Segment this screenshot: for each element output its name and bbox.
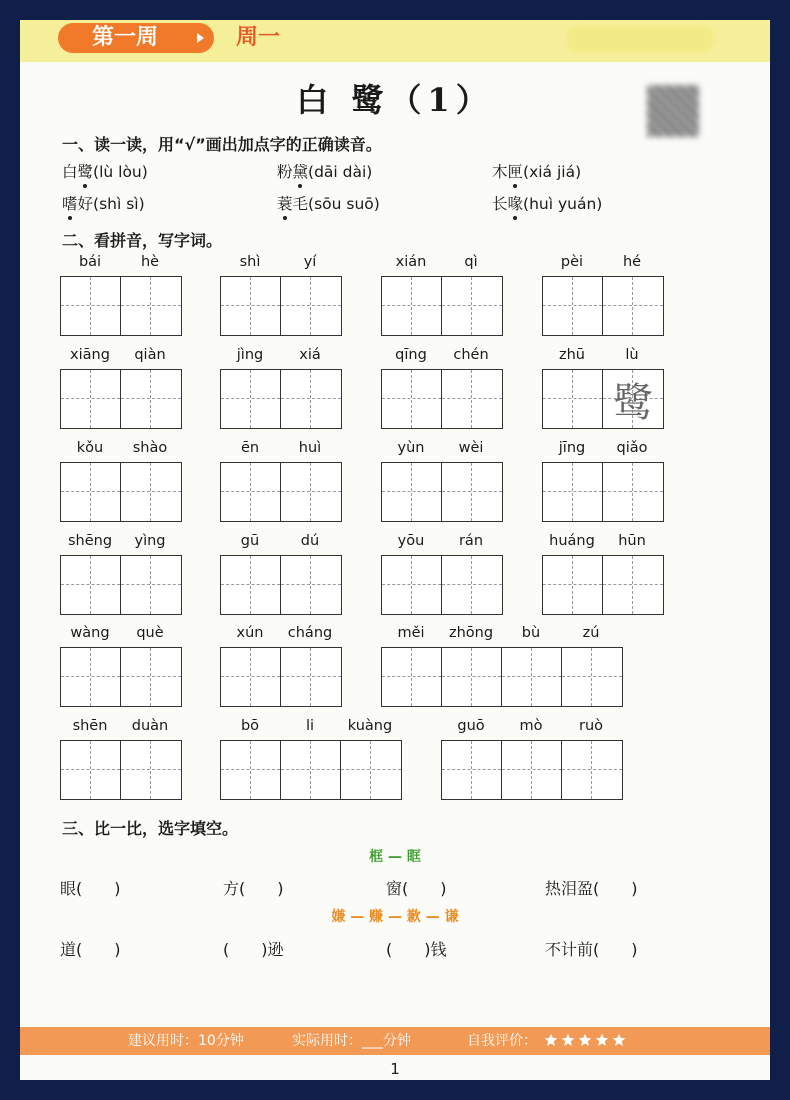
writing-cell[interactable] bbox=[221, 741, 281, 799]
writing-cell[interactable] bbox=[341, 741, 401, 799]
writing-cell[interactable] bbox=[121, 463, 181, 521]
section3-heading: 三、比一比，选字填空。 bbox=[62, 819, 239, 838]
pinyin-label: hè bbox=[140, 254, 160, 270]
reading-pre: 长 bbox=[492, 195, 508, 213]
star-icon[interactable] bbox=[595, 1033, 609, 1047]
pinyin-label: yìng bbox=[134, 533, 166, 549]
writing-grid bbox=[220, 740, 402, 800]
pinyin-label: xiāng bbox=[70, 347, 110, 363]
writing-grid bbox=[60, 462, 182, 522]
writing-cell[interactable] bbox=[281, 741, 341, 799]
pinyin-label: huì bbox=[298, 440, 322, 456]
writing-grid bbox=[542, 462, 664, 522]
writing-cell[interactable] bbox=[382, 648, 442, 706]
reading-options: (xiá jiá) bbox=[523, 163, 582, 181]
dotted-char: 嗜 bbox=[62, 192, 78, 214]
writing-cell[interactable] bbox=[281, 463, 341, 521]
writing-grid bbox=[381, 647, 623, 707]
compare-group1-title: 框 — 眶 bbox=[369, 849, 421, 865]
dotted-char: 黛 bbox=[293, 160, 309, 182]
reading-item[interactable] bbox=[492, 192, 602, 214]
writing-grid bbox=[60, 740, 182, 800]
pinyin-label: qiǎo bbox=[616, 440, 648, 456]
writing-cell[interactable] bbox=[543, 277, 603, 335]
writing-grid bbox=[542, 555, 664, 615]
blurred-tag bbox=[565, 26, 715, 52]
pinyin-label: shēng bbox=[67, 533, 113, 549]
pinyin-label: li bbox=[305, 718, 315, 734]
writing-cell[interactable] bbox=[61, 370, 121, 428]
fill-blank-item[interactable]: 热泪盈( ) bbox=[545, 879, 638, 898]
reading-pre: 木 bbox=[492, 163, 508, 181]
pinyin-label: xún bbox=[236, 625, 264, 641]
writing-grid bbox=[381, 462, 503, 522]
writing-cell[interactable] bbox=[221, 463, 281, 521]
writing-cell[interactable] bbox=[562, 741, 622, 799]
reading-options: (dāi dài) bbox=[308, 163, 373, 181]
pinyin-label: hé bbox=[622, 254, 642, 270]
pinyin-label: duàn bbox=[131, 718, 169, 734]
pinyin-label: měi bbox=[397, 625, 425, 641]
pinyin-label: xiá bbox=[299, 347, 321, 363]
pinyin-label: shào bbox=[132, 440, 168, 456]
writing-cell[interactable] bbox=[543, 463, 603, 521]
writing-cell[interactable] bbox=[603, 556, 663, 614]
pinyin-label: yōu bbox=[397, 533, 425, 549]
writing-cell[interactable] bbox=[281, 556, 341, 614]
section2-heading: 二、看拼音，写字词。 bbox=[62, 231, 223, 250]
writing-grid bbox=[542, 276, 664, 336]
pinyin-label: lù bbox=[625, 347, 639, 363]
fill-blank-item[interactable]: ( )钱 bbox=[386, 940, 447, 959]
writing-cell[interactable] bbox=[562, 648, 622, 706]
writing-cell[interactable] bbox=[61, 648, 121, 706]
reading-options: (lù lòu) bbox=[93, 163, 148, 181]
dotted-char: 蓑 bbox=[277, 192, 293, 214]
writing-grid bbox=[220, 555, 342, 615]
writing-cell[interactable] bbox=[61, 463, 121, 521]
writing-grid bbox=[220, 462, 342, 522]
pinyin-label: bái bbox=[78, 254, 102, 270]
writing-cell[interactable] bbox=[502, 741, 562, 799]
pinyin-label: xián bbox=[395, 254, 427, 270]
writing-cell[interactable] bbox=[61, 741, 121, 799]
header-bar bbox=[20, 20, 770, 62]
writing-cell[interactable] bbox=[221, 277, 281, 335]
suggested-time: 建议用时：10分钟 bbox=[128, 1033, 244, 1049]
pinyin-label: zú bbox=[582, 625, 600, 641]
writing-cell[interactable] bbox=[121, 277, 181, 335]
star-icon[interactable] bbox=[612, 1033, 626, 1047]
writing-grid bbox=[381, 276, 503, 336]
pinyin-label: zhōng bbox=[448, 625, 494, 641]
writing-cell[interactable] bbox=[61, 277, 121, 335]
writing-grid bbox=[60, 369, 182, 429]
pinyin-label: chén bbox=[453, 347, 489, 363]
pinyin-label: dú bbox=[300, 533, 320, 549]
pinyin-label: qīng bbox=[395, 347, 427, 363]
pinyin-label: kuàng bbox=[347, 718, 393, 734]
writing-cell[interactable] bbox=[61, 556, 121, 614]
reading-options: 毛(sōu suō) bbox=[292, 195, 380, 213]
rating-stars bbox=[541, 1033, 626, 1049]
arrow-right-icon bbox=[197, 33, 204, 43]
writing-grid bbox=[60, 647, 182, 707]
dotted-char: 鹭 bbox=[78, 160, 94, 182]
writing-grid bbox=[60, 276, 182, 336]
fill-blank-item[interactable]: 眼( ) bbox=[60, 879, 121, 898]
pinyin-label: wàng bbox=[70, 625, 110, 641]
written-char: 鹭 bbox=[613, 379, 653, 426]
pinyin-label: qì bbox=[464, 254, 478, 270]
page-number: 1 bbox=[390, 1060, 400, 1078]
reading-item[interactable] bbox=[62, 192, 145, 214]
qr-code-icon bbox=[647, 85, 699, 137]
writing-cell[interactable] bbox=[442, 370, 502, 428]
pinyin-label: rán bbox=[458, 533, 484, 549]
writing-cell[interactable] bbox=[121, 556, 181, 614]
reading-pre: 白 bbox=[62, 163, 78, 181]
writing-cell[interactable] bbox=[221, 556, 281, 614]
writing-cell[interactable] bbox=[442, 741, 502, 799]
reading-item[interactable] bbox=[277, 160, 372, 182]
writing-cell[interactable] bbox=[603, 463, 663, 521]
pinyin-label: jìng bbox=[236, 347, 264, 363]
fill-blank-item[interactable]: ( )逊 bbox=[223, 940, 284, 959]
writing-cell[interactable] bbox=[121, 370, 181, 428]
writing-grid bbox=[441, 740, 623, 800]
writing-cell[interactable] bbox=[281, 370, 341, 428]
writing-cell[interactable] bbox=[221, 370, 281, 428]
pinyin-label: ruò bbox=[578, 718, 604, 734]
writing-grid bbox=[220, 647, 342, 707]
writing-cell[interactable] bbox=[442, 277, 502, 335]
pinyin-label: shēn bbox=[72, 718, 108, 734]
week-text: 第一周 bbox=[92, 25, 159, 50]
star-icon[interactable] bbox=[561, 1033, 575, 1047]
reading-item[interactable] bbox=[62, 160, 148, 182]
star-icon[interactable] bbox=[578, 1033, 592, 1047]
writing-cell[interactable] bbox=[281, 648, 341, 706]
writing-grid bbox=[381, 555, 503, 615]
writing-cell[interactable] bbox=[221, 648, 281, 706]
pinyin-label: mò bbox=[519, 718, 543, 734]
pinyin-label: bù bbox=[521, 625, 541, 641]
pinyin-label: yí bbox=[303, 254, 317, 270]
day-label: 周一 bbox=[236, 25, 281, 50]
writing-cell[interactable] bbox=[442, 648, 502, 706]
footer-bar bbox=[20, 1027, 770, 1055]
actual-time: 实际用时：___分钟 bbox=[292, 1033, 411, 1049]
compare-group2-title: 嫌 — 赚 — 歉 — 谦 bbox=[331, 909, 459, 925]
pinyin-label: zhū bbox=[559, 347, 585, 363]
pinyin-label: hūn bbox=[618, 533, 646, 549]
writing-cell[interactable] bbox=[281, 277, 341, 335]
pinyin-label: jīng bbox=[558, 440, 586, 456]
pinyin-label: què bbox=[136, 625, 164, 641]
writing-cell[interactable] bbox=[382, 463, 442, 521]
dotted-char: 喙 bbox=[508, 192, 524, 214]
pinyin-label: gū bbox=[240, 533, 260, 549]
fill-blank-item[interactable]: 道( ) bbox=[60, 940, 121, 959]
page-title: 白 鹭（1） bbox=[296, 81, 494, 119]
worksheet-page bbox=[20, 20, 770, 1080]
pinyin-label: guō bbox=[457, 718, 485, 734]
fill-blank-item[interactable]: 不计前( ) bbox=[545, 940, 638, 959]
writing-cell[interactable] bbox=[543, 370, 603, 428]
writing-grid bbox=[220, 369, 342, 429]
reading-options: 好(shì sì) bbox=[77, 195, 145, 213]
writing-cell[interactable] bbox=[121, 741, 181, 799]
pinyin-label: pèi bbox=[560, 254, 584, 270]
writing-cell[interactable] bbox=[382, 277, 442, 335]
pinyin-label: qiàn bbox=[134, 347, 166, 363]
pinyin-label: bō bbox=[240, 718, 260, 734]
week-label bbox=[58, 23, 214, 53]
reading-item[interactable] bbox=[277, 192, 380, 214]
self-rating bbox=[467, 1027, 626, 1055]
writing-cell[interactable] bbox=[442, 556, 502, 614]
writing-cell[interactable] bbox=[382, 556, 442, 614]
pinyin-label: huáng bbox=[549, 533, 595, 549]
fill-blank-item[interactable]: 方( ) bbox=[223, 879, 284, 898]
pinyin-label: ēn bbox=[240, 440, 260, 456]
writing-cell[interactable] bbox=[382, 370, 442, 428]
writing-grid bbox=[542, 369, 664, 429]
writing-cell[interactable] bbox=[603, 277, 663, 335]
reading-item[interactable] bbox=[492, 160, 581, 182]
writing-cell[interactable] bbox=[603, 370, 663, 428]
writing-cell[interactable] bbox=[502, 648, 562, 706]
star-icon[interactable] bbox=[544, 1033, 558, 1047]
pinyin-label: wèi bbox=[458, 440, 484, 456]
section1-heading: 一、读一读，用“√”画出加点字的正确读音。 bbox=[62, 135, 382, 154]
pinyin-label: shì bbox=[239, 254, 261, 270]
writing-cell[interactable] bbox=[121, 648, 181, 706]
self-rating-label: 自我评价： bbox=[467, 1033, 537, 1049]
dotted-char: 匣 bbox=[508, 160, 524, 182]
writing-grid bbox=[60, 555, 182, 615]
fill-blank-item[interactable]: 窗( ) bbox=[386, 879, 447, 898]
pinyin-label: cháng bbox=[287, 625, 333, 641]
pinyin-label: kǒu bbox=[76, 440, 104, 456]
writing-cell[interactable] bbox=[543, 556, 603, 614]
writing-cell[interactable] bbox=[442, 463, 502, 521]
reading-pre: 粉 bbox=[277, 163, 293, 181]
reading-options: (huì yuán) bbox=[523, 195, 603, 213]
pinyin-label: yùn bbox=[397, 440, 425, 456]
writing-grid bbox=[381, 369, 503, 429]
writing-grid bbox=[220, 276, 342, 336]
